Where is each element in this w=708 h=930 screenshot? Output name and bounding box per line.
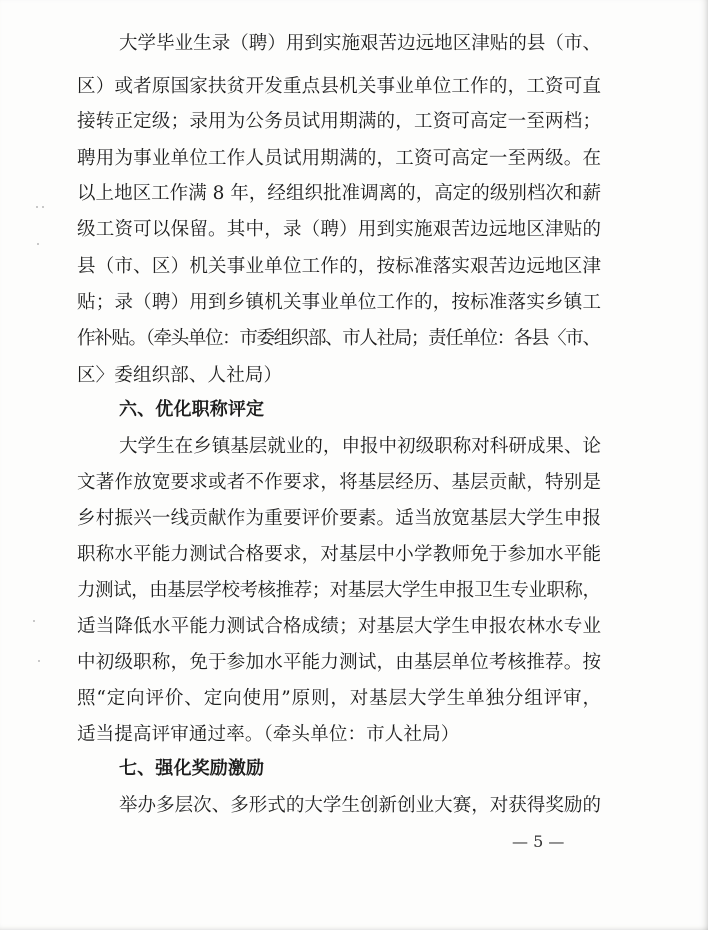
paragraph-line: 贴；录（聘）用到乡镇机关事业单位工作的，按标准落实乡镇工 xyxy=(77,292,602,313)
paragraph-line: 力测试，由基层学校考核推荐；对基层大学生申报卫生专业职称， xyxy=(77,580,601,601)
paragraph-line: 文著作放宽要求或者不作要求，将基层经历、基层贡献，特别是 xyxy=(77,472,602,493)
scan-speck xyxy=(36,206,38,208)
paragraph-line: 作补贴。（牵头单位：市委组织部、市人社局；责任单位：各县〈市、 xyxy=(77,328,600,349)
paragraph-line: 乡村振兴一线贡献作为重要评价要素。适当放宽基层大学生申报 xyxy=(77,508,602,529)
paragraph-line: 大学生在乡镇基层就业的，申报中初级职称对科研成果、论 xyxy=(119,436,602,457)
section-heading: 六、优化职称评定 xyxy=(119,399,265,420)
paragraph-line: 照“定向评价、定向使用”原则，对基层大学生单独分组评审， xyxy=(77,688,602,709)
paragraph-line: 以上地区工作满 8 年，经组织批准调离的，高定的级别档次和薪 xyxy=(77,183,602,204)
scan-speck xyxy=(33,620,35,622)
paragraph-line: 接转正定级；录用为公务员试用期满的，工资可高定一至两档； xyxy=(77,111,602,132)
scan-speck xyxy=(38,660,40,662)
paragraph-line: 区）或者原国家扶贫开发重点县机关事业单位工作的，工资可直 xyxy=(77,76,602,97)
section-heading: 七、强化奖励激励 xyxy=(119,758,265,779)
paragraph-line: 适当提高评审通过率。（牵头单位：市人社局） xyxy=(77,724,460,745)
page-number: — 5 — xyxy=(512,832,565,851)
paragraph-line: 适当降低水平能力测试合格成绩；对基层大学生申报农林水专业 xyxy=(77,616,602,637)
paragraph-line: 区〉委组织部、人社局） xyxy=(77,365,283,386)
scan-speck xyxy=(37,243,39,245)
paragraph-line: 职称水平能力测试合格要求，对基层中小学教师免于参加水平能 xyxy=(77,544,602,565)
paragraph-line: 县（市、区）机关事业单位工作的，按标准落实艰苦边远地区津 xyxy=(77,256,602,277)
paragraph-line: 级工资可以保留。其中，录（聘）用到实施艰苦边远地区津贴的 xyxy=(77,219,602,240)
scan-speck xyxy=(42,206,44,208)
paragraph-line: 中初级职称，免于参加水平能力测试，由基层单位考核推荐。按 xyxy=(77,652,602,673)
paragraph-line: 大学毕业生录（聘）用到实施艰苦边远地区津贴的县（市、 xyxy=(119,33,602,54)
paragraph-line: 举办多层次、多形式的大学生创新创业大赛，对获得奖励的 xyxy=(119,795,602,816)
paragraph-line: 聘用为事业单位工作人员试用期满的，工资可高定一至两级。在 xyxy=(77,148,602,169)
